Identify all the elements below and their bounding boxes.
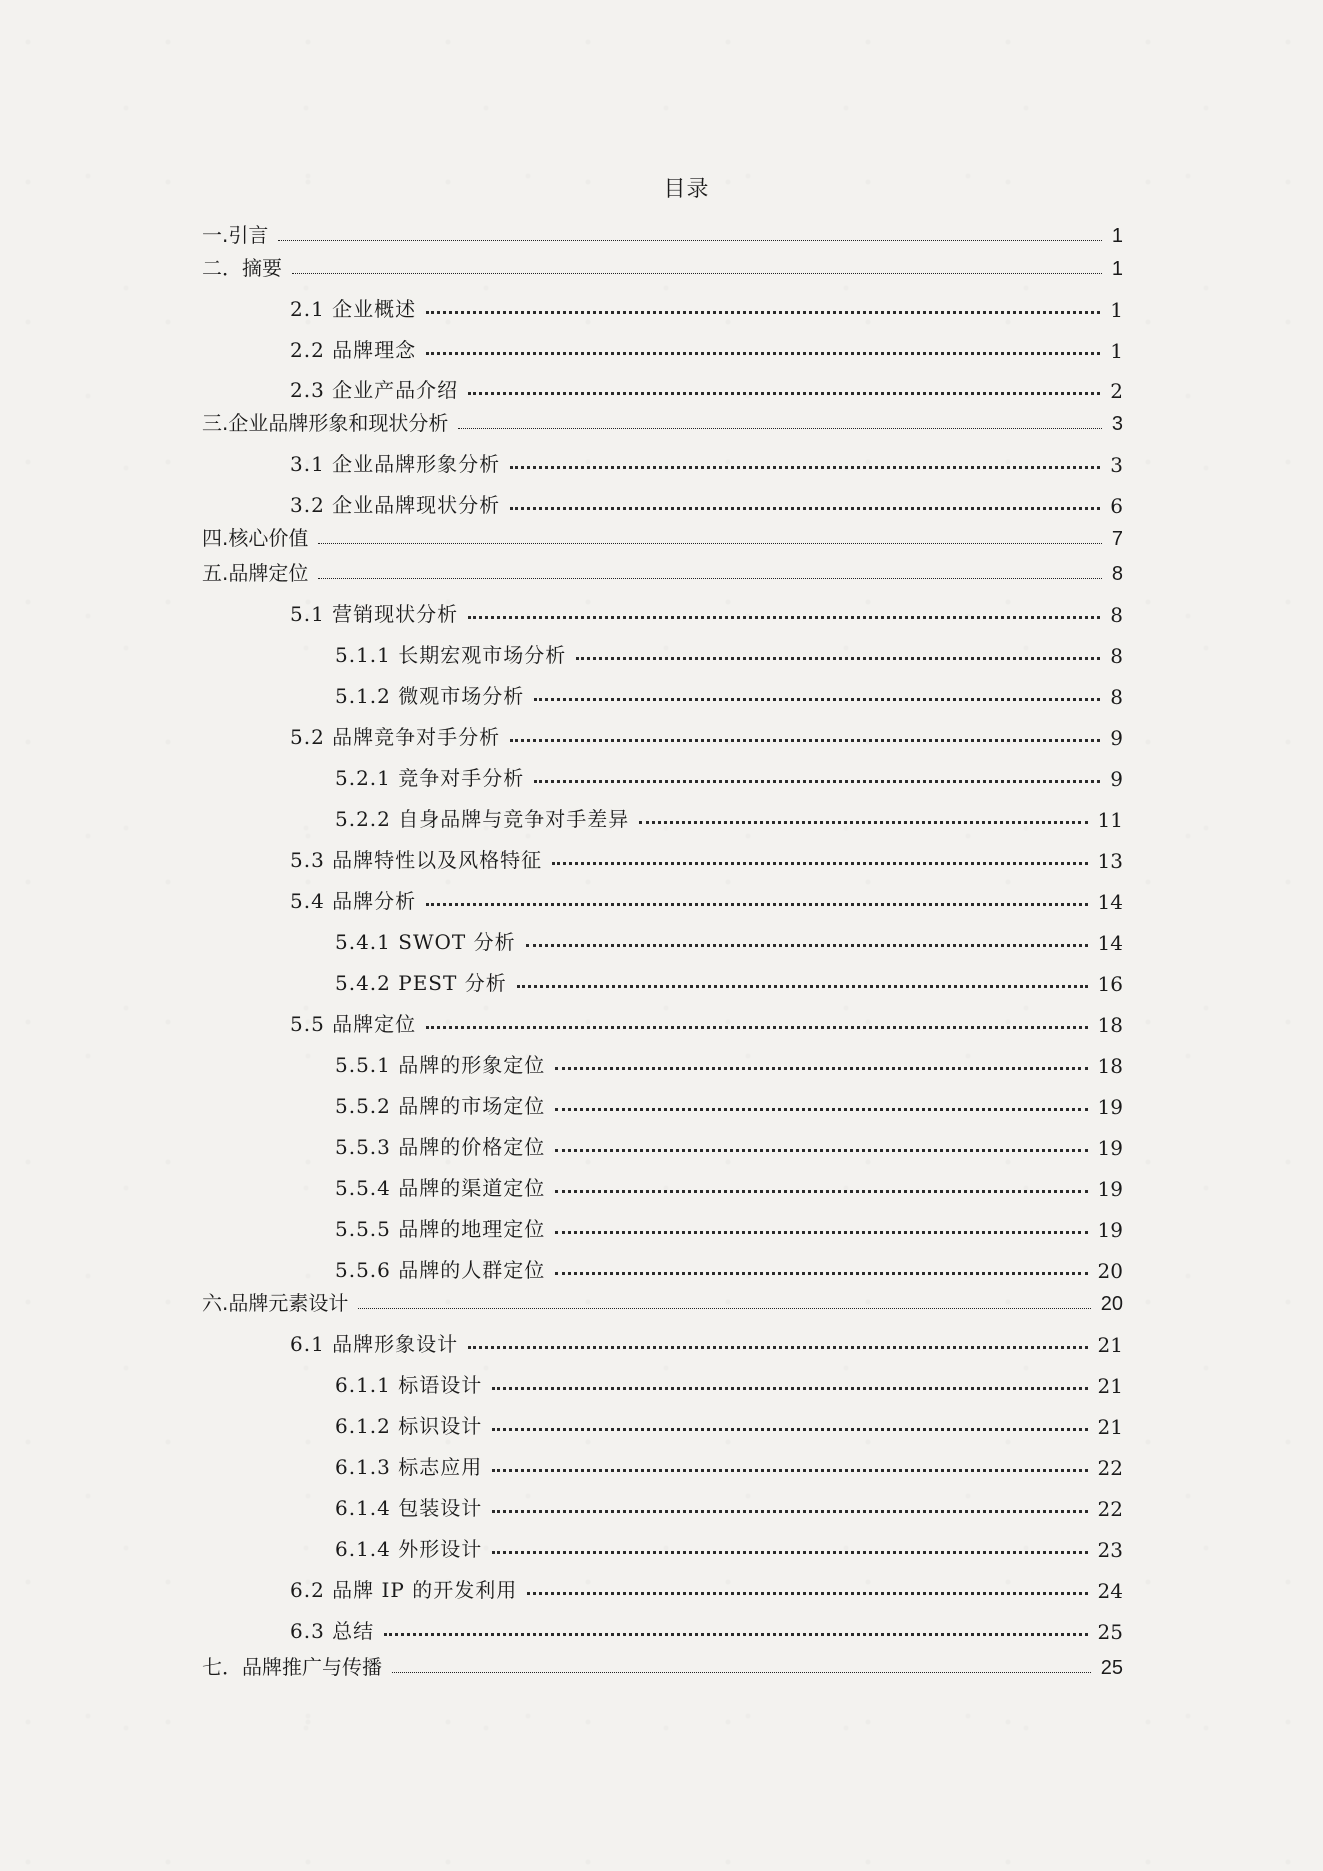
toc-entry[interactable] <box>335 966 1123 996</box>
toc-entry[interactable] <box>202 556 1123 586</box>
toc-entry-label: 5.5.5 品牌的地理定位 <box>335 1217 546 1241</box>
toc-entry-label: 5.5.3 品牌的价格定位 <box>335 1135 546 1159</box>
toc-entry[interactable] <box>290 720 1123 750</box>
dot-leader <box>358 1308 1090 1309</box>
toc-entry-page-number: 24 <box>1097 1579 1123 1603</box>
toc-entry[interactable] <box>335 802 1123 832</box>
toc-entry-label: 5.4.1 SWOT 分析 <box>335 930 516 954</box>
toc-entry[interactable] <box>335 679 1123 709</box>
toc-entry[interactable] <box>335 1130 1123 1160</box>
toc-entry[interactable] <box>335 1368 1123 1398</box>
dot-leader <box>458 428 1102 429</box>
dot-leader <box>492 1510 1087 1513</box>
toc-entry[interactable] <box>202 1650 1123 1680</box>
toc-entry[interactable] <box>290 488 1123 518</box>
toc-entry[interactable] <box>290 1573 1123 1603</box>
toc-entry[interactable] <box>202 1286 1123 1316</box>
toc-entry-page-number: 3 <box>1111 413 1123 435</box>
toc-entry[interactable] <box>290 1327 1123 1357</box>
toc-entry[interactable] <box>335 1212 1123 1242</box>
dot-leader <box>555 1067 1087 1070</box>
toc-entry[interactable] <box>335 761 1123 791</box>
toc-entry-page-number: 9 <box>1110 767 1123 791</box>
toc-entry-page-number: 11 <box>1097 808 1123 832</box>
toc-entry-label: 5.5.2 品牌的市场定位 <box>335 1094 546 1118</box>
toc-entry[interactable] <box>290 597 1123 627</box>
dot-leader <box>527 1592 1087 1595</box>
toc-entry[interactable] <box>202 218 1123 248</box>
dot-leader <box>555 1190 1087 1193</box>
toc-entry-label: 5.4.2 PEST 分析 <box>335 971 507 995</box>
dot-leader <box>468 1346 1087 1349</box>
toc-entry[interactable] <box>290 447 1123 477</box>
toc-entry-page-number: 22 <box>1097 1456 1123 1480</box>
toc-entry-page-number: 1 <box>1110 339 1123 363</box>
toc-entry[interactable] <box>335 925 1123 955</box>
dot-leader <box>384 1633 1087 1636</box>
dot-leader <box>534 698 1100 701</box>
dot-leader <box>426 352 1100 355</box>
dot-leader <box>526 944 1088 947</box>
toc-entry-page-number: 21 <box>1097 1415 1123 1439</box>
dot-leader <box>468 616 1100 619</box>
toc-entry-page-number: 19 <box>1097 1218 1123 1242</box>
toc-entry-label: 二．摘要 <box>202 256 282 280</box>
toc-entry-page-number: 20 <box>1100 1293 1123 1315</box>
toc-entry-page-number: 2 <box>1110 379 1123 403</box>
toc-entry-label: 5.2 品牌竞争对手分析 <box>290 725 501 749</box>
toc-entry[interactable] <box>335 638 1123 668</box>
toc-entry-page-number: 8 <box>1110 685 1123 709</box>
dot-leader <box>492 1387 1087 1390</box>
toc-entry-page-number: 21 <box>1097 1333 1123 1357</box>
toc-entry-label: 5.3 品牌特性以及风格特征 <box>290 848 543 872</box>
toc-entry-page-number: 25 <box>1097 1620 1123 1644</box>
toc-entry[interactable] <box>335 1048 1123 1078</box>
toc-entry-label: 6.1.4 包装设计 <box>335 1496 483 1520</box>
toc-entry-label: 6.2 品牌 IP 的开发利用 <box>290 1578 518 1602</box>
dot-leader <box>510 507 1100 510</box>
toc-entry-page-number: 23 <box>1097 1538 1123 1562</box>
toc-entry-label: 3.1 企业品牌形象分析 <box>290 452 501 476</box>
dot-leader <box>426 903 1087 906</box>
toc-entry-label: 七．品牌推广与传播 <box>202 1655 382 1679</box>
dot-leader <box>392 1672 1091 1673</box>
toc-entry[interactable] <box>335 1450 1123 1480</box>
toc-entry-page-number: 8 <box>1111 563 1123 585</box>
toc-entry-label: 6.1.1 标语设计 <box>335 1373 483 1397</box>
toc-entry-label: 5.2.2 自身品牌与竞争对手差异 <box>335 807 630 831</box>
toc-entry[interactable] <box>335 1171 1123 1201</box>
toc-entry-label: 2.2 品牌理念 <box>290 338 417 362</box>
toc-entry-label: 6.1.3 标志应用 <box>335 1455 483 1479</box>
dot-leader <box>555 1149 1087 1152</box>
dot-leader <box>468 392 1100 395</box>
dot-leader <box>426 311 1100 314</box>
toc-entry-label: 5.5.6 品牌的人群定位 <box>335 1258 546 1282</box>
toc-entry-page-number: 13 <box>1097 849 1123 873</box>
dot-leader <box>318 543 1102 544</box>
toc-entry-label: 三.企业品牌形象和现状分析 <box>202 411 449 435</box>
toc-entry[interactable] <box>335 1491 1123 1521</box>
toc-entry-page-number: 3 <box>1110 453 1123 477</box>
toc-entry-label: 5.2.1 竞争对手分析 <box>335 766 525 790</box>
toc-entry-page-number: 18 <box>1097 1054 1123 1078</box>
dot-leader <box>576 657 1100 660</box>
toc-entry-label: 6.1.2 标识设计 <box>335 1414 483 1438</box>
toc-entry-label: 6.3 总结 <box>290 1619 375 1643</box>
toc-entry[interactable] <box>290 843 1123 873</box>
toc-title: 目录 <box>663 177 710 202</box>
toc-entry-page-number: 14 <box>1097 890 1123 914</box>
dot-leader <box>555 1231 1087 1234</box>
toc-entry-label: 2.1 企业概述 <box>290 297 417 321</box>
toc-entry-page-number: 19 <box>1097 1177 1123 1201</box>
toc-entry-label: 5.1 营销现状分析 <box>290 602 459 626</box>
toc-entry[interactable] <box>290 333 1123 363</box>
toc-entry[interactable] <box>290 1007 1123 1037</box>
toc-entry[interactable] <box>290 884 1123 914</box>
toc-entry[interactable] <box>202 251 1123 281</box>
toc-entry-label: 一.引言 <box>202 223 269 247</box>
toc-entry-label: 五.品牌定位 <box>202 561 309 585</box>
toc-entry-page-number: 1 <box>1111 225 1123 247</box>
toc-entry-label: 5.5 品牌定位 <box>290 1012 417 1036</box>
dot-leader <box>278 240 1102 241</box>
toc-entry-label: 2.3 企业产品介绍 <box>290 378 459 402</box>
toc-entry[interactable] <box>335 1089 1123 1119</box>
toc-entry[interactable] <box>290 1614 1123 1644</box>
toc-entry-label: 3.2 企业品牌现状分析 <box>290 493 501 517</box>
toc-entry[interactable] <box>202 406 1123 436</box>
dot-leader <box>534 780 1100 783</box>
toc-entry-label: 5.5.4 品牌的渠道定位 <box>335 1176 546 1200</box>
dot-leader <box>318 578 1102 579</box>
toc-entry-page-number: 1 <box>1111 258 1123 280</box>
toc-entry-label: 六.品牌元素设计 <box>202 1291 349 1315</box>
dot-leader <box>555 1272 1087 1275</box>
toc-entry-page-number: 19 <box>1097 1095 1123 1119</box>
toc-entry-label: 6.1 品牌形象设计 <box>290 1332 459 1356</box>
toc-entry[interactable] <box>202 521 1123 551</box>
toc-entry-label: 5.5.1 品牌的形象定位 <box>335 1053 546 1077</box>
toc-entry-page-number: 20 <box>1097 1259 1123 1283</box>
toc-entry-page-number: 25 <box>1100 1657 1123 1679</box>
dot-leader <box>552 862 1087 865</box>
dot-leader <box>292 273 1102 274</box>
dot-leader <box>510 739 1100 742</box>
dot-leader <box>555 1108 1087 1111</box>
toc-entry-page-number: 22 <box>1097 1497 1123 1521</box>
dot-leader <box>517 985 1088 988</box>
toc-entry-page-number: 16 <box>1097 972 1123 996</box>
toc-entry-page-number: 14 <box>1097 931 1123 955</box>
toc-entry-label: 5.4 品牌分析 <box>290 889 417 913</box>
dot-leader <box>510 466 1100 469</box>
toc-entry-page-number: 8 <box>1110 603 1123 627</box>
toc-entry-page-number: 19 <box>1097 1136 1123 1160</box>
toc-entry[interactable] <box>335 1532 1123 1562</box>
toc-entry-label: 6.1.4 外形设计 <box>335 1537 483 1561</box>
toc-entry-label: 5.1.2 微观市场分析 <box>335 684 525 708</box>
toc-entry-label: 5.1.1 长期宏观市场分析 <box>335 643 567 667</box>
toc-entry[interactable] <box>335 1409 1123 1439</box>
toc-entry-page-number: 1 <box>1110 298 1123 322</box>
toc-entry-page-number: 6 <box>1110 494 1123 518</box>
dot-leader <box>492 1551 1087 1554</box>
dot-leader <box>639 821 1087 824</box>
toc-entry-page-number: 9 <box>1110 726 1123 750</box>
toc-entry[interactable] <box>335 1253 1123 1283</box>
toc-entry-page-number: 7 <box>1111 528 1123 550</box>
dot-leader <box>492 1428 1087 1431</box>
dot-leader <box>426 1026 1087 1029</box>
toc-entry[interactable] <box>290 373 1123 403</box>
toc-entry-page-number: 21 <box>1097 1374 1123 1398</box>
toc-entry-page-number: 8 <box>1110 644 1123 668</box>
toc-entry-label: 四.核心价值 <box>202 526 309 550</box>
dot-leader <box>492 1469 1087 1472</box>
toc-entry[interactable] <box>290 292 1123 322</box>
toc-entry-page-number: 18 <box>1097 1013 1123 1037</box>
